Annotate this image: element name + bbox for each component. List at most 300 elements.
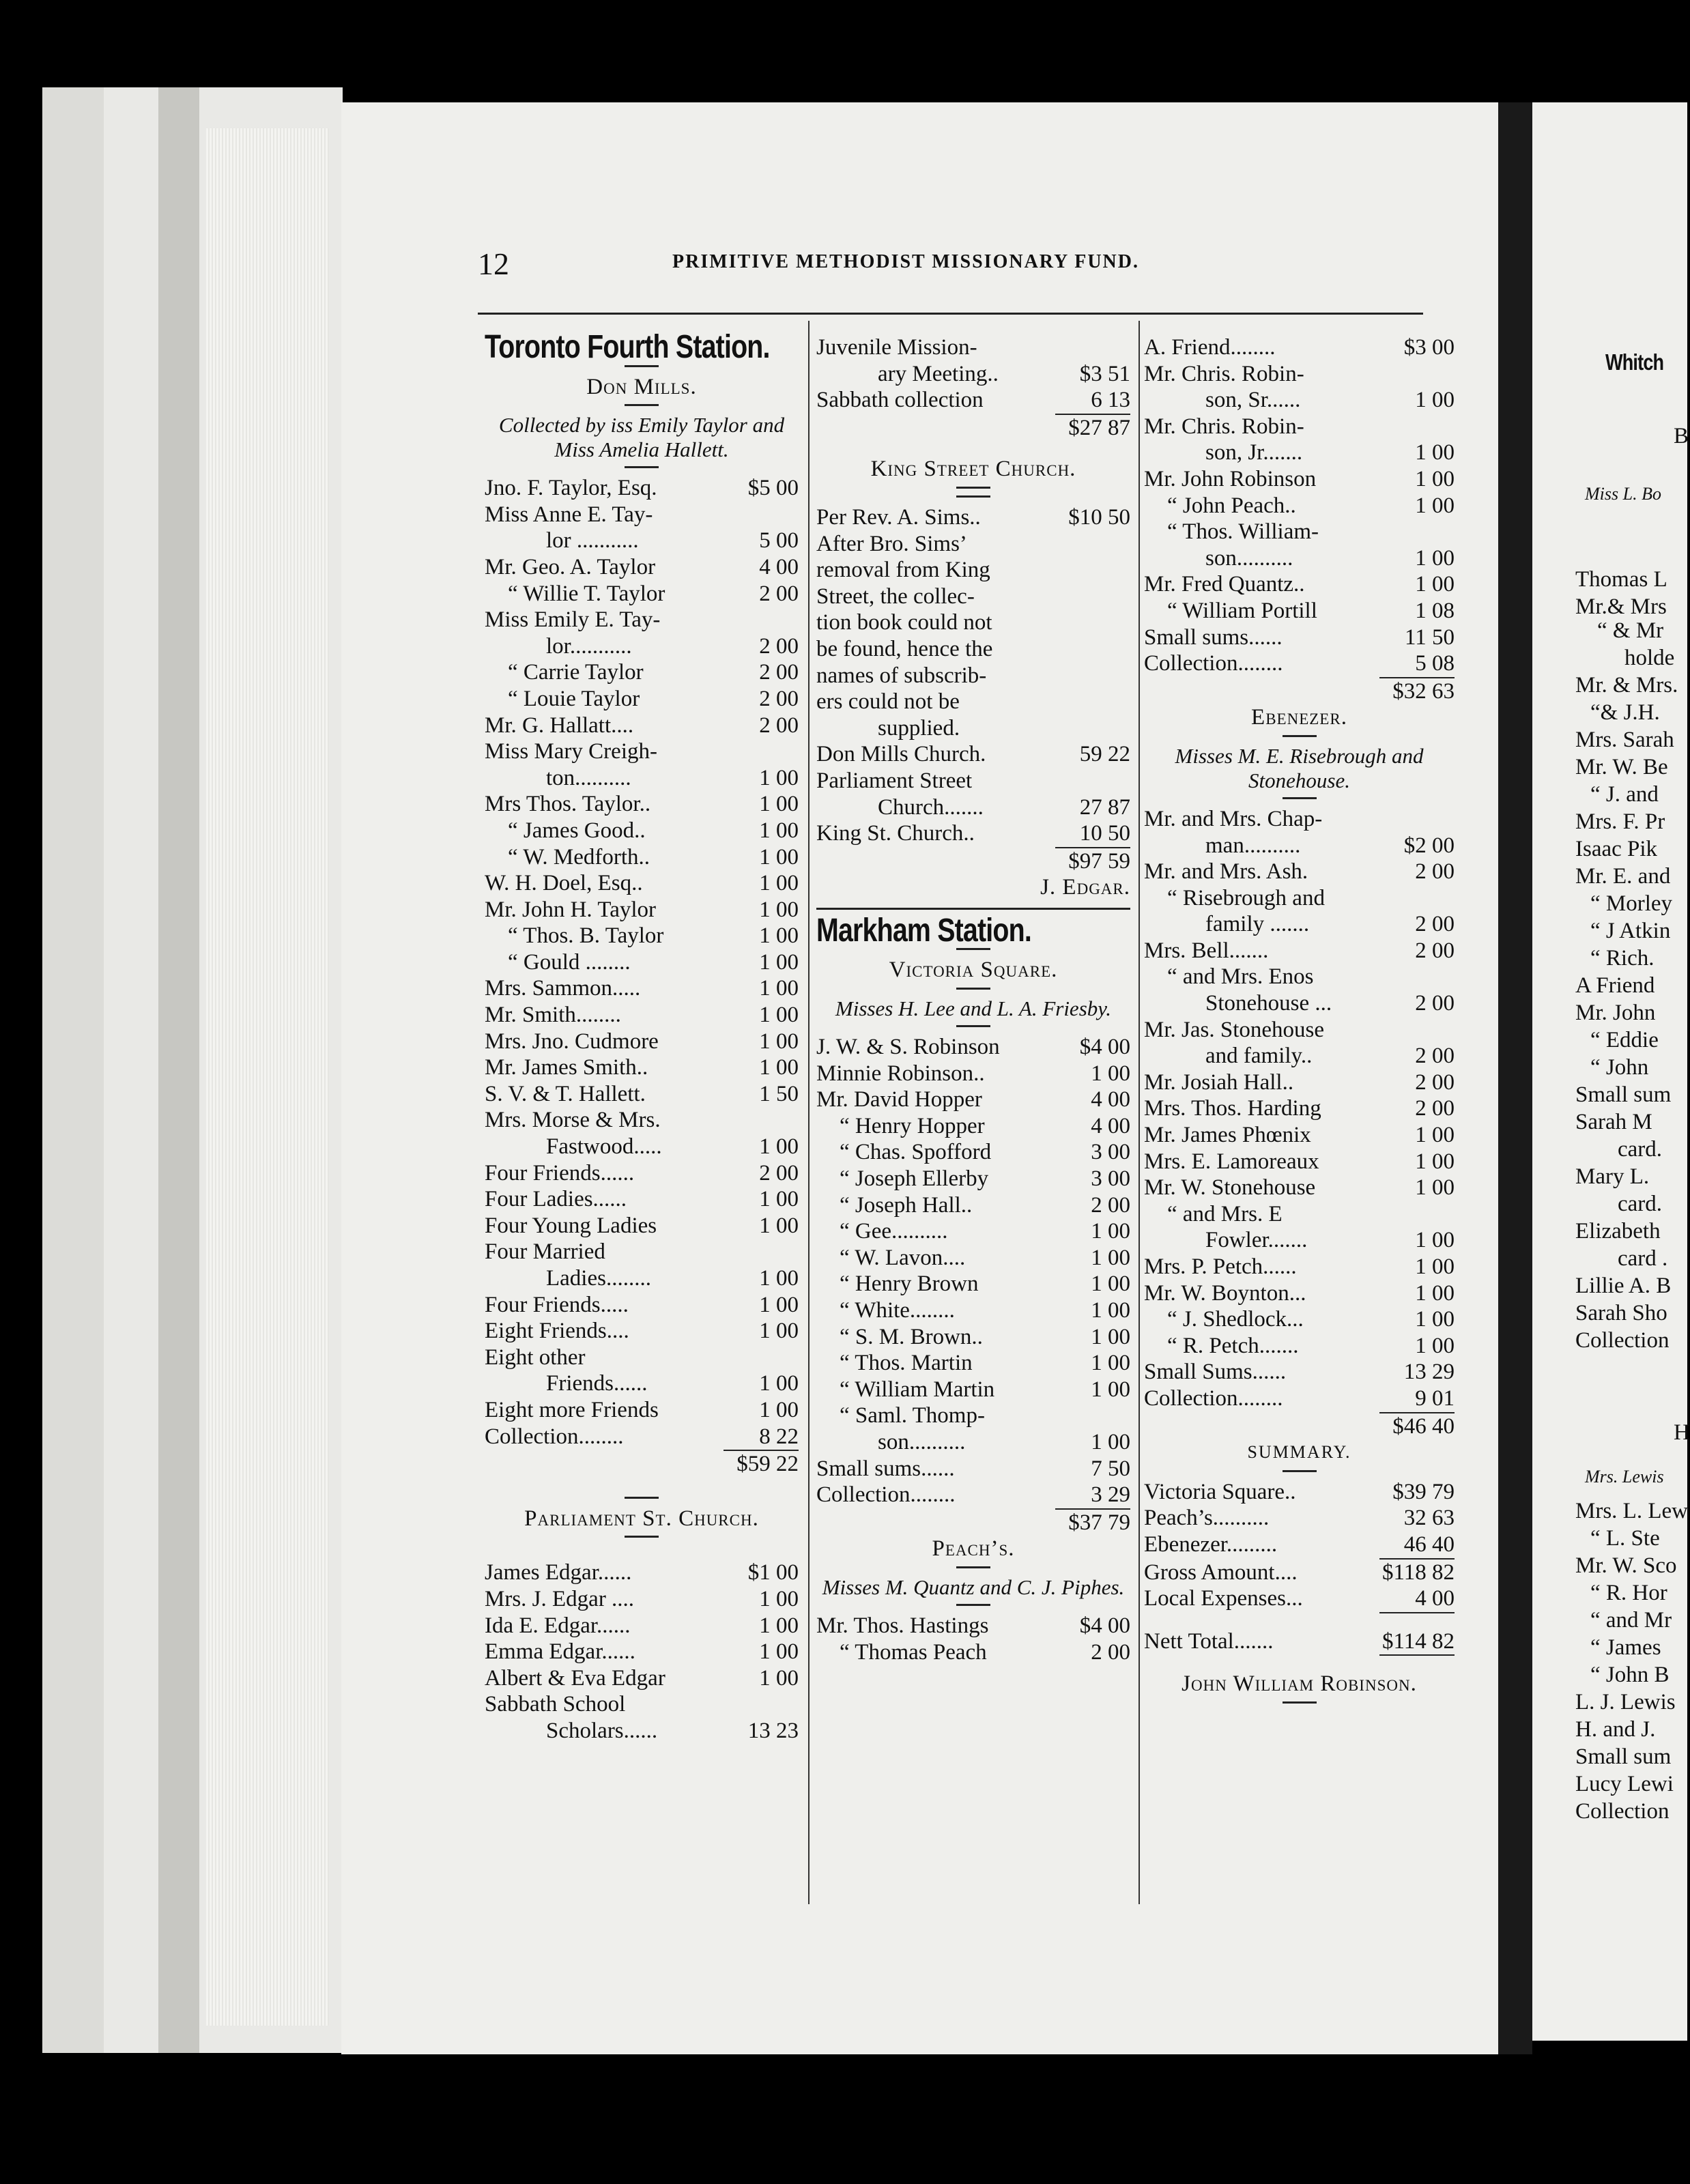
dash-rule — [956, 1025, 990, 1027]
entry-row — [485, 713, 799, 739]
entry-amount: 2 00 — [1415, 1069, 1455, 1095]
entry-name: “ J. Shedlock... — [1167, 1307, 1304, 1332]
entry-amount: 1 50 — [759, 1081, 799, 1106]
entry-row — [1144, 571, 1455, 598]
entry-amount: $10 50 — [1068, 504, 1130, 530]
entry-amount: $27 87 — [1068, 415, 1130, 440]
entry-name: Mr. Geo. A. Taylor — [485, 554, 656, 579]
entry-name — [1144, 1413, 1374, 1440]
entry-amount: 1 00 — [759, 1187, 799, 1212]
right-page-line: “ Eddie — [1590, 1028, 1659, 1052]
right-page-line: Mary L. — [1575, 1164, 1650, 1189]
entry-amount: 1 00 — [759, 923, 799, 949]
entry-name: supplied. — [878, 715, 960, 741]
entry-row — [1144, 1479, 1455, 1506]
entry-row — [816, 1166, 1130, 1192]
entry-amount: 1 00 — [1415, 1307, 1455, 1332]
entry-name: W. H. Doel, Esq.. — [485, 871, 643, 896]
entry-amount: 9 01 — [1415, 1385, 1455, 1411]
entry-name: son, Sr...... — [1205, 388, 1301, 413]
right-page-line: “ John B — [1590, 1663, 1670, 1687]
entry-row — [485, 1665, 799, 1692]
entry-name: After Bro. Sims’ — [816, 531, 967, 556]
entry-amount: 7 50 — [1091, 1456, 1130, 1481]
entry-row — [1144, 650, 1455, 677]
entry-name: “ Thos. William- — [1167, 519, 1319, 545]
entry-row — [1144, 1254, 1455, 1280]
entry-name: “ Carrie Taylor — [508, 660, 644, 685]
entry-name: Mr. John Robinson — [1144, 466, 1317, 491]
entry-name: Four Friends...... — [485, 1160, 635, 1186]
entry-row — [1144, 1201, 1455, 1228]
entry-amount: 1 00 — [759, 1055, 799, 1080]
entry-amount: 1 00 — [759, 1213, 799, 1238]
entry-name: be found, hence the — [816, 636, 993, 661]
entry-row — [1144, 1560, 1455, 1586]
entry-amount — [1374, 1201, 1455, 1228]
entry-amount: $2 00 — [1403, 833, 1455, 858]
entry-name: Collection........ — [816, 1482, 956, 1508]
entry-name: Mrs. Bell....... — [1144, 938, 1269, 963]
entry-row — [816, 820, 1130, 847]
entry-name: Victoria Square.. — [1144, 1479, 1296, 1504]
entry-row — [1144, 964, 1455, 990]
entry-amount: 1 00 — [759, 871, 799, 896]
right-page-line: L. J. Lewis — [1575, 1690, 1676, 1714]
entry-row — [816, 741, 1130, 768]
entry-row — [485, 1424, 799, 1450]
spacer — [485, 1478, 799, 1493]
entry-amount: 3 00 — [1091, 1166, 1130, 1192]
entry-name — [816, 415, 1050, 442]
entry-amount — [1050, 715, 1130, 742]
right-page-line: Small sum — [1575, 1082, 1672, 1107]
entry-row — [485, 1081, 799, 1108]
entry-row — [1144, 938, 1455, 964]
entry-name: “ William Martin — [840, 1377, 995, 1402]
entry-name: Mr. and Mrs. Ash. — [1144, 859, 1308, 885]
entry-row — [485, 581, 799, 607]
entry-row — [485, 1029, 799, 1055]
entry-name: “ Thos. Martin — [840, 1351, 973, 1376]
entry-name: Miss Anne E. Tay- — [485, 502, 653, 527]
entry-amount: 1 00 — [1091, 1219, 1130, 1244]
entry-amount: $3 00 — [1403, 335, 1455, 360]
entry-amount: 1 00 — [759, 1613, 799, 1638]
entry-name — [485, 1451, 718, 1478]
entry-amount — [1050, 663, 1130, 689]
entry-amount — [718, 1345, 799, 1371]
entry-name: Albert & Eva Edgar — [485, 1665, 665, 1691]
entry-amount — [1374, 964, 1455, 990]
entry-name: Scholars...... — [546, 1718, 658, 1743]
entry-name: Miss Mary Creigh- — [485, 739, 657, 764]
entry-amount: $46 40 — [1392, 1413, 1455, 1439]
entry-row — [1144, 466, 1455, 493]
entry-amount: 2 00 — [1091, 1639, 1130, 1665]
entry-row — [816, 584, 1130, 610]
right-page-line: Small sum — [1575, 1744, 1672, 1769]
entry-amount — [1050, 334, 1130, 361]
entry-row — [816, 1218, 1130, 1245]
entry-row — [1144, 1069, 1455, 1096]
right-page-line: holde — [1624, 646, 1675, 670]
entry-amount: 59 22 — [1079, 742, 1130, 767]
section-rule — [816, 908, 1130, 910]
entry-amount: 46 40 — [1403, 1532, 1455, 1557]
entry-amount — [1050, 768, 1130, 794]
column-1 — [485, 329, 799, 1744]
entry-row — [816, 1482, 1130, 1508]
entry-name: names of subscrib- — [816, 663, 987, 688]
entry-amount — [1050, 584, 1130, 610]
entry-name: “ Willie T. Taylor — [508, 581, 665, 606]
entry-amount: 1 00 — [759, 818, 799, 843]
entry-amount — [1374, 519, 1455, 545]
right-page-line: “ and Mr — [1590, 1608, 1672, 1633]
dash-rule — [956, 487, 990, 489]
right-page-line: “ James — [1590, 1635, 1661, 1660]
entry-row — [485, 1451, 799, 1478]
entry-amount: 1 00 — [1415, 1254, 1455, 1279]
dash-rule — [1283, 1701, 1317, 1704]
entry-amount: 8 22 — [759, 1424, 799, 1449]
entry-amount — [718, 1691, 799, 1718]
right-page-line: Mr. W. Sco — [1575, 1553, 1677, 1578]
entry-amount: $37 79 — [1068, 1510, 1130, 1535]
entry-name: Collection........ — [1144, 651, 1283, 676]
entry-name: S. V. & T. Hallett. — [485, 1081, 646, 1106]
entry-name: “ Saml. Thomp- — [840, 1403, 985, 1428]
entry-name: “ and Mrs. Enos — [1167, 964, 1314, 990]
entry-amount: 27 87 — [1079, 794, 1130, 820]
entry-row — [816, 715, 1130, 742]
entry-name: Peach’s.......... — [1144, 1506, 1270, 1531]
entry-row — [816, 1192, 1130, 1219]
collectors-note: Collected by iss Emily Taylor and Miss Amelia Hallett. — [498, 413, 785, 462]
entry-name — [816, 1510, 1050, 1536]
entry-name: “ Joseph Hall.. — [840, 1192, 973, 1218]
entry-row — [485, 1265, 799, 1292]
entry-name: Mrs. J. Edgar .... — [485, 1586, 635, 1611]
entry-amount: 1 00 — [759, 1665, 799, 1691]
entry-amount: 1 00 — [1091, 1429, 1130, 1454]
entry-name: Mrs Thos. Taylor.. — [485, 792, 651, 817]
dash-rule — [956, 1604, 990, 1606]
entry-amount: 1 00 — [1415, 1333, 1455, 1358]
right-page-line: “ L. Ste — [1590, 1526, 1660, 1551]
right-page-line: Collection — [1575, 1328, 1670, 1353]
entry-amount: 1 00 — [1415, 1123, 1455, 1148]
entry-row — [485, 528, 799, 554]
entry-amount: 1 00 — [1415, 1175, 1455, 1201]
entry-name: “ Joseph Ellerby — [840, 1166, 989, 1192]
entry-name: “ Risebrough and — [1167, 885, 1325, 910]
entry-name: Mrs. E. Lamoreaux — [1144, 1149, 1319, 1174]
dash-rule — [625, 1536, 659, 1538]
entry-row — [816, 361, 1130, 388]
dash-rule — [625, 404, 659, 406]
entry-amount: 1 00 — [759, 1639, 799, 1665]
entry-row — [485, 870, 799, 897]
right-page-line: card. — [1618, 1137, 1663, 1162]
entry-amount: 4 00 — [1091, 1113, 1130, 1138]
entry-amount: 1 00 — [759, 765, 799, 790]
entry-row — [1144, 1149, 1455, 1175]
entry-name: J. W. & S. Robinson — [816, 1035, 1000, 1060]
entry-row — [1144, 519, 1455, 545]
entry-name: Mr. and Mrs. Chap- — [1144, 806, 1323, 831]
entry-name: Church....... — [878, 794, 984, 820]
dash-rule — [625, 1497, 659, 1499]
entry-amount — [718, 1239, 799, 1265]
entry-row — [816, 531, 1130, 558]
entry-row — [485, 1370, 799, 1397]
entry-row — [1144, 990, 1455, 1017]
entry-amount: 4 00 — [1091, 1087, 1130, 1112]
entry-row — [1144, 1175, 1455, 1201]
entry-name: Emma Edgar...... — [485, 1639, 635, 1665]
entry-name: Mr. G. Hallatt.... — [485, 713, 634, 738]
right-page-line: Mr. & Mrs. — [1575, 673, 1678, 698]
signature: J. Edgar. — [1040, 875, 1130, 900]
entry-amount: 1 00 — [1091, 1377, 1130, 1402]
entry-name: Four Ladies...... — [485, 1187, 627, 1212]
entry-amount: 11 50 — [1404, 624, 1455, 650]
entry-row — [816, 848, 1130, 875]
entry-amount: 13 23 — [747, 1718, 799, 1743]
entry-name: Eight more Friends — [485, 1397, 659, 1422]
entry-row — [1144, 1095, 1455, 1122]
column-3 — [1144, 334, 1455, 1710]
entry-name: Mr. W. Stonehouse — [1144, 1175, 1316, 1201]
entry-amount: 1 00 — [1415, 1149, 1455, 1174]
dash-rule — [1283, 735, 1317, 737]
entry-amount: 4 00 — [759, 554, 799, 579]
entry-name: Mrs. P. Petch...... — [1144, 1254, 1297, 1279]
right-page-line: card. — [1618, 1192, 1663, 1216]
header-rule — [478, 313, 1423, 315]
entry-name: Eight other — [485, 1345, 586, 1370]
entry-amount: 1 00 — [1415, 545, 1455, 571]
entry-row — [816, 1061, 1130, 1087]
entry-row — [816, 1271, 1130, 1297]
entry-amount: 1 00 — [1415, 440, 1455, 465]
collectors-note: Misses M. Quantz and C. J. Piphes. — [822, 1575, 1125, 1599]
entry-row — [816, 1297, 1130, 1324]
entry-row — [816, 1377, 1130, 1403]
entry-amount: 2 00 — [1091, 1192, 1130, 1218]
entry-row — [1144, 598, 1455, 624]
book-page-edges — [42, 87, 343, 2053]
summary-heading: SUMMARY. — [1247, 1442, 1351, 1463]
entry-amount: 10 50 — [1079, 821, 1130, 846]
entry-name: “ Thos. B. Taylor — [508, 923, 664, 949]
entry-amount: 1 00 — [759, 897, 799, 922]
entry-name: “ Henry Hopper — [840, 1113, 985, 1138]
entry-amount: 1 00 — [759, 1266, 799, 1291]
entry-amount: 1 00 — [759, 976, 799, 1001]
entry-row — [1144, 885, 1455, 912]
entry-amount: 2 00 — [1415, 859, 1455, 885]
column-divider — [1138, 321, 1140, 1904]
entry-row — [1144, 1532, 1455, 1558]
entry-name: son, Jr....... — [1205, 440, 1303, 465]
entry-name: ton.......... — [546, 765, 631, 790]
dash-rule — [956, 495, 990, 498]
entry-amount: $5 00 — [747, 476, 799, 501]
entry-name: and family.. — [1205, 1044, 1313, 1069]
entry-name: Mr. Chris. Robin- — [1144, 414, 1304, 439]
section-subtitle: Victoria Square. — [889, 958, 1058, 983]
right-page-line: A Friend — [1575, 973, 1655, 998]
entry-name: “ John Peach.. — [1167, 493, 1296, 518]
entry-name: Eight Friends.... — [485, 1319, 629, 1344]
entry-name: son.......... — [878, 1429, 966, 1454]
entry-row — [816, 794, 1130, 821]
entry-row — [1144, 859, 1455, 885]
entry-row — [1144, 833, 1455, 859]
entry-row — [816, 1456, 1130, 1482]
right-page-line: H. and J. — [1575, 1717, 1656, 1742]
entry-row — [816, 1087, 1130, 1113]
entry-amount — [1374, 361, 1455, 388]
entry-name: Mr. Smith........ — [485, 1003, 621, 1028]
entry-row — [1144, 1585, 1455, 1612]
entry-name: Mr. Jas. Stonehouse — [1144, 1017, 1324, 1042]
entry-row — [485, 1134, 799, 1160]
entry-row — [485, 475, 799, 502]
entry-name: man.......... — [1205, 833, 1301, 858]
right-page-line: “ J Atkin — [1590, 919, 1671, 943]
entry-row — [485, 1318, 799, 1345]
entry-amount — [1374, 414, 1455, 440]
entry-amount: $118 82 — [1381, 1560, 1455, 1585]
entry-amount: 2 00 — [1415, 912, 1455, 937]
entry-amount: 2 00 — [1415, 938, 1455, 963]
right-page-line: Mr. John — [1575, 1001, 1656, 1025]
entry-name: Ladies........ — [546, 1266, 651, 1291]
entry-name: Fastwood..... — [546, 1134, 662, 1160]
section-subtitle: Don Mills. — [586, 374, 697, 399]
entry-amount: $4 00 — [1079, 1613, 1130, 1638]
entry-name: “ Chas. Spofford — [840, 1140, 992, 1165]
entry-amount: $39 79 — [1392, 1479, 1455, 1504]
collectors-note: Misses M. E. Risebrough and Stonehouse. — [1175, 743, 1424, 792]
entry-row — [816, 387, 1130, 414]
entry-row — [816, 1324, 1130, 1351]
entry-row — [485, 1639, 799, 1665]
entry-row — [1144, 1306, 1455, 1333]
dash-rule — [956, 988, 990, 990]
entry-amount: 1 00 — [1091, 1061, 1130, 1086]
entry-row — [816, 1245, 1130, 1271]
right-page-line: Collection — [1575, 1799, 1670, 1824]
entry-name: Gross Amount.... — [1144, 1560, 1298, 1585]
entry-amount: 1 00 — [759, 1003, 799, 1028]
entry-row — [485, 791, 799, 818]
entry-row — [485, 1213, 799, 1239]
column-divider — [808, 321, 810, 1904]
entry-row — [485, 738, 799, 765]
right-page-line: B — [1674, 424, 1689, 448]
entry-amount — [718, 502, 799, 528]
entry-row — [1144, 1122, 1455, 1149]
dash-rule — [1283, 1470, 1317, 1472]
entry-row — [816, 1639, 1130, 1666]
entry-row — [816, 1510, 1130, 1536]
right-page-line: “ & Mr — [1597, 618, 1664, 643]
entry-row — [485, 1239, 799, 1265]
entry-name: Mrs. Thos. Harding — [1144, 1096, 1321, 1121]
entry-row — [816, 1139, 1130, 1166]
dash-rule — [625, 365, 659, 367]
entry-name: Ebenezer......... — [1144, 1532, 1278, 1557]
entry-amount: 1 00 — [759, 1319, 799, 1344]
entry-amount — [1050, 531, 1130, 558]
entry-amount: 3 00 — [1091, 1140, 1130, 1165]
entry-amount: 1 00 — [759, 792, 799, 817]
entry-amount: 1 00 — [759, 1586, 799, 1611]
entry-name: Mrs. Jno. Cudmore — [485, 1029, 659, 1054]
column-2 — [816, 334, 1130, 1665]
entry-name: Small sums...... — [816, 1456, 955, 1481]
entry-row — [485, 554, 799, 581]
entry-row — [1144, 440, 1455, 466]
entry-row — [1144, 1043, 1455, 1069]
spacer — [1144, 1613, 1455, 1628]
entry-row — [816, 557, 1130, 584]
entry-name: removal from King — [816, 558, 990, 583]
entry-name: Mrs. Sammon..... — [485, 976, 641, 1001]
entry-row — [485, 1586, 799, 1613]
entry-amount: $1 00 — [747, 1560, 799, 1585]
entry-amount: 1 00 — [1415, 493, 1455, 518]
entry-name: “ W. Lavon.... — [840, 1245, 966, 1270]
right-page-line: card . — [1618, 1246, 1668, 1271]
right-page-line: Miss L. Bo — [1585, 484, 1661, 504]
entry-row — [1144, 1505, 1455, 1532]
entry-row — [816, 1403, 1130, 1429]
entry-name: Collection........ — [1144, 1385, 1283, 1411]
entry-row — [816, 1113, 1130, 1140]
entry-row — [1144, 545, 1455, 572]
entry-name: Sabbath collection — [816, 388, 984, 413]
entry-name: Local Expenses... — [1144, 1586, 1303, 1611]
entry-name — [1144, 678, 1374, 705]
entry-amount: $4 00 — [1079, 1035, 1130, 1060]
entry-amount: $114 82 — [1381, 1628, 1455, 1654]
entry-row — [1144, 414, 1455, 440]
entry-row — [816, 504, 1130, 531]
entry-name: James Edgar...... — [485, 1560, 632, 1585]
entry-amount — [718, 738, 799, 765]
entry-amount: 1 00 — [1091, 1351, 1130, 1376]
right-page-line: Mrs. L. Lew — [1575, 1499, 1688, 1523]
right-page-line: “ John — [1590, 1055, 1649, 1080]
entry-amount: 2 00 — [1415, 1044, 1455, 1069]
entry-amount — [1050, 609, 1130, 636]
section-title: Toronto Fourth Station. — [485, 329, 770, 365]
entry-name: son.......... — [1205, 545, 1293, 571]
section-subtitle: John William Robinson. — [1181, 1671, 1417, 1697]
entry-name: “ White........ — [840, 1298, 955, 1323]
entry-name: Mr. Chris. Robin- — [1144, 361, 1304, 386]
entry-row — [485, 765, 799, 792]
entry-row — [816, 334, 1130, 361]
right-page-line: “ Morley — [1590, 891, 1673, 916]
entry-row — [1144, 1359, 1455, 1385]
